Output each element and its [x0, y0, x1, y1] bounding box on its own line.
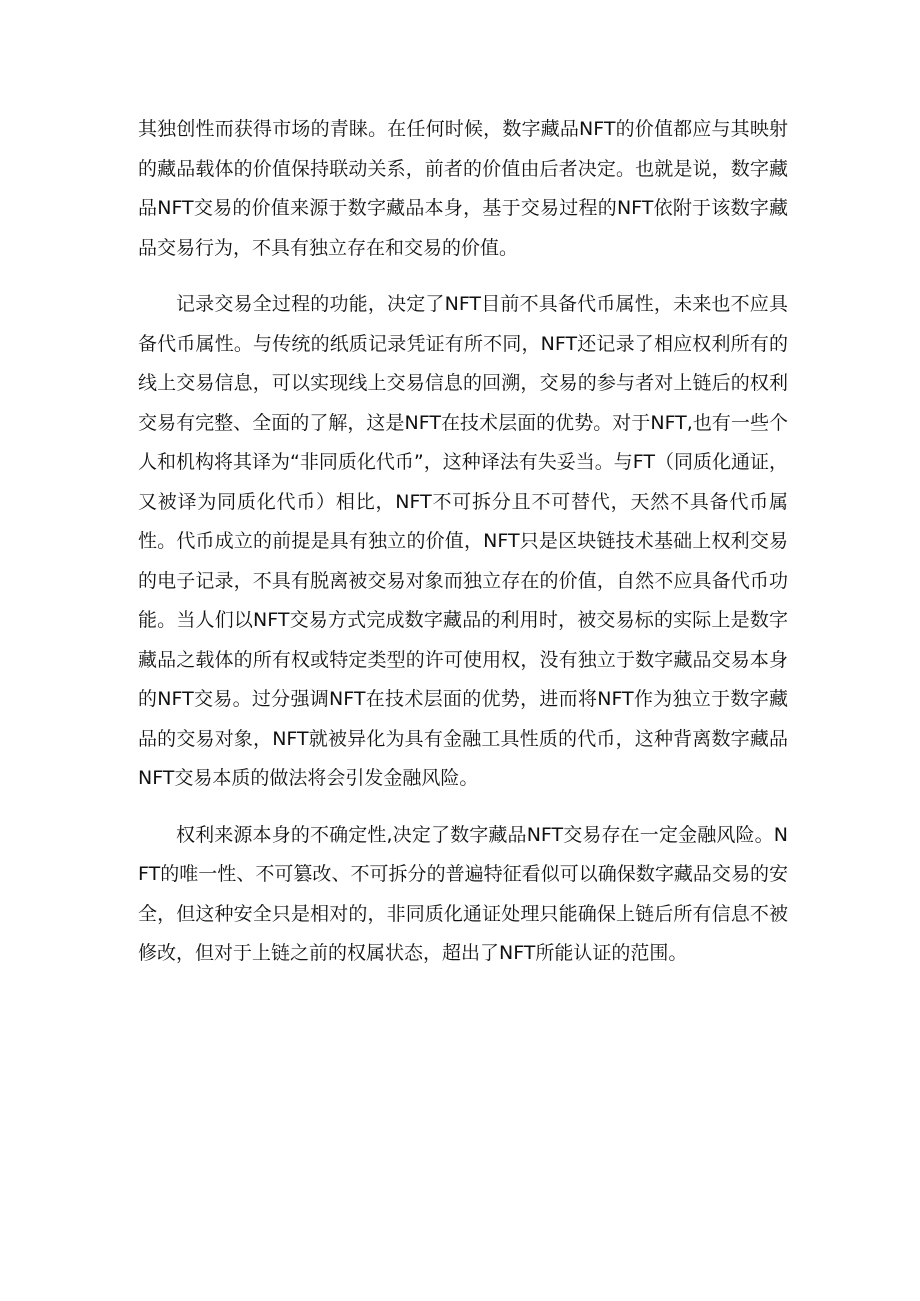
paragraph-financial-risk: 权利来源本身的不确定性,决定了数字藏品NFT交易存在一定金融风险。NFT的唯一性、不可篡改、不可拆分的普遍特征看似可以确保数字藏品交易的安全，但这种安全只是相对的，非同质化通证处理只能确保上链后所有信息不被修改，但对于上链之前的权属状态，超出了NFT所能认证的范围。	[138, 823, 788, 964]
paragraph-continuation: 其独创性而获得市场的青睐。在任何时候，数字藏品NFT的价值都应与其映射的藏品载体的价值保持联动关系，前者的价值由后者决定。也就是说，数字藏品NFT交易的价值来源于数字藏品本身，基于交易过程的NFT依附于该数字藏品交易行为，不具有独立存在和交易的价值。	[138, 118, 788, 259]
document-body	[138, 110, 788, 974]
paragraph-nft-token-attribute: 记录交易全过程的功能，决定了NFT目前不具备代币属性，未来也不应具备代币属性。与传统的纸质记录凭证有所不同，NFT还记录了相应权利所有的线上交易信息，可以实现线上交易信息的回溯，交易的参与者对上链后的权利交易有完整、全面的了解，这是NFT在技术层面的优势。对于NFT,也有一些个人和机构将其译为“非同质化代币”，这种译法有失妥当。与FT（同质化通证，又被译为同质化代币）相比，NFT不可拆分且不可替代，天然不具备代币属性。代币成立的前提是具有独立的价值，NFT只是区块链技术基础上权利交易的电子记录，不具有脱离被交易对象而独立存在的价值，自然不应具备代币功能。当人们以NFT交易方式完成数字藏品的利用时，被交易标的实际上是数字藏品之载体的所有权或特定类型的许可使用权，没有独立于数字藏品交易本身的NFT交易。过分强调NFT在技术层面的优势，进而将NFT作为独立于数字藏品的交易对象，NFT就被异化为具有金融工具性质的代币，这种背离数字藏品NFT交易本质的做法将会引发金融风险。	[138, 293, 788, 789]
